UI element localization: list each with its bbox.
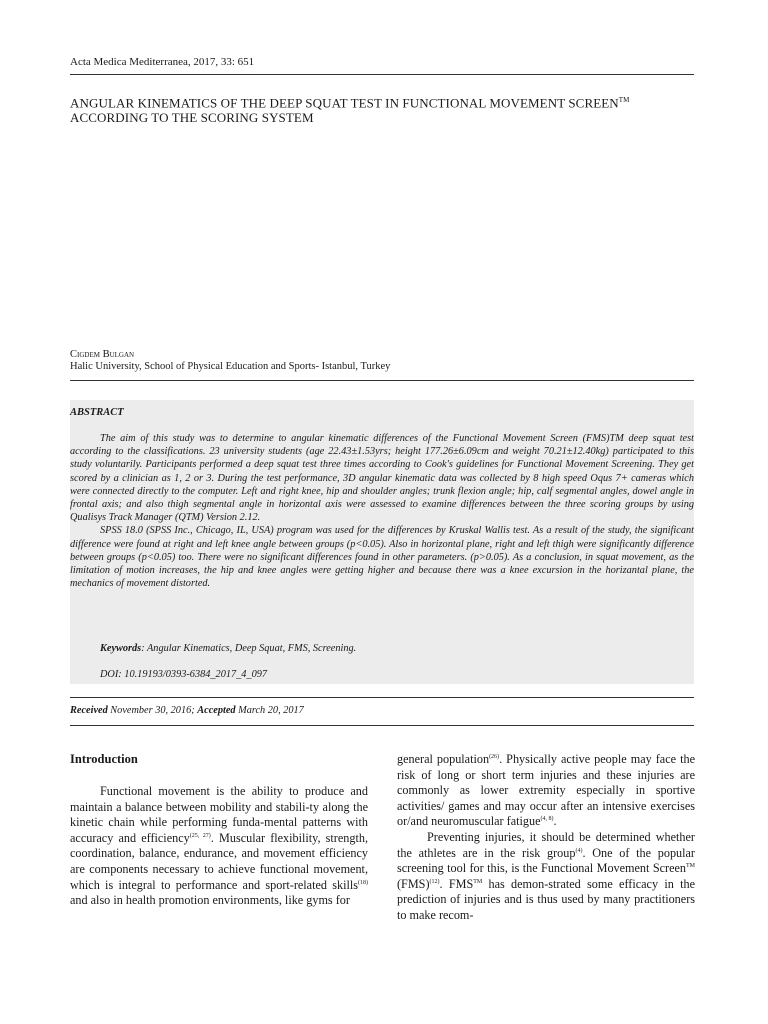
doi: DOI: 10.19193/0393-6384_2017_4_097	[100, 669, 268, 680]
citation-ref: (4, 8)	[540, 816, 554, 823]
left-column	[70, 784, 368, 909]
right-column	[397, 752, 695, 924]
author-name: Cigdem Bulgan	[70, 349, 135, 360]
introduction-heading: Introduction	[70, 752, 138, 766]
intro-paragraph-1: Functional movement is the ability to produce and maintain a balance between mobility and stabili-ty along the kinetic chain while performing funda-mental patterns with accuracy and efficiency$^{(25, 27)}$. Muscular flexibility, strength, coordination, balance, endurance, and movement efficiency are components necessary to achieve functional movement, which is integral to performance and sport-related skills$^{(18)}$ and also in health promotion environments, like gyms for	[70, 784, 368, 908]
keywords	[100, 643, 356, 654]
abstract-paragraph-2: SPSS 18.0 (SPSS Inc., Chicago, IL, USA) program was used for the differences by Kruskal Wallis test. As a result of the study, the significant difference were found at right and left knee angle between groups (p<0.05). Also in horizontal plane, right and left thigh were significantly difference between groups (p<0.05) too. There were no significant differences found in other parameters. (p>0.05). As a conclusion, in squat movement, as the limitation of motion increases, the hip and knee angles were getting higher and because there was a knee excursion in the horizantal plane, the mechanics of movement distorted.	[70, 525, 694, 590]
abstract-rule	[70, 697, 694, 698]
abstract-heading: ABSTRACT	[70, 407, 124, 418]
abstract-paragraph-1: The aim of this study was to determine to angular kinematic differences of the Functional Movement Screen (FMS)TM deep squat test according to the classifications. 23 university students (age 22.43±1.53yrs; height 177.26±6.09cm and weight 70.21±12.40kg) participated to this study voluntarily. Participants performed a deep squat test three times according to Cook's guidelines for Functional Movement Screening. They get scored by a clinician as 1, 2 or 3. During the test performance, 3D angular kinematic data was collected by 8 high speed Oqus 7+ cameras which were connected directly to the computer. Left and right knee, hip and shoulder angles; trunk flexion angle; hip, calf segmental angles, dowel angle in frontal axis; and also thigh segmental angle in horizontal axis were assessed to examine differences between the three scoring groups by using Qualisys Track Manager (QTM) Version 2.12.	[70, 433, 694, 524]
journal-citation: Acta Medica Mediterranea, 2017, 33: 651	[70, 56, 255, 68]
accepted-date: March 20, 2017	[235, 705, 304, 716]
tm-mark: TM	[473, 878, 483, 885]
citation-ref: (12)	[429, 878, 440, 885]
tm-mark: TM	[686, 863, 695, 870]
title-line-2: ACCORDING TO THE SCORING SYSTEM	[70, 110, 314, 126]
dates-rule	[70, 725, 694, 726]
intro-paragraph-1-continued: general population$^{(26)}$. Physically active people may face the risk of long or short term injuries and these injuries are commonly as lower extremity especially in sportive activities/ games and may occur after an intensive exercises or/and neuromuscular fatigue$^{(4, 8)}$.	[397, 752, 695, 829]
author-rule	[70, 380, 694, 381]
title-tm: TM	[618, 96, 630, 104]
title-line-1: ANGULAR KINEMATICS OF THE DEEP SQUAT TEST IN FUNCTIONAL MOVEMENT SCREEN	[70, 95, 619, 111]
citation-ref: (26)	[489, 753, 500, 760]
received-dates	[70, 705, 304, 716]
received-date: November 30, 2016;	[107, 705, 198, 716]
article-title	[70, 93, 700, 125]
citation-ref: (18)	[358, 879, 368, 886]
citation-ref: (4)	[575, 847, 583, 854]
keywords-list: : Angular Kinematics, Deep Squat, FMS, Screening.	[141, 643, 357, 654]
received-label: Received	[70, 705, 108, 716]
keywords-label: Keywords	[100, 643, 142, 654]
author-affiliation: Halic University, School of Physical Education and Sports- Istanbul, Turkey	[70, 361, 391, 372]
header-rule	[70, 74, 694, 75]
accepted-label: Accepted	[197, 705, 236, 716]
intro-paragraph-2: Preventing injuries, it should be determined whether the athletes are in the risk group$^{(4)}$. One of the popular screening tool for this, is the Functional Movement Screen™ (FMS)$^{(12)}$. FMS™ has demon-strated some efficacy in the prediction of injuries and is thus used by many practitioners to make recom-	[397, 829, 695, 922]
abstract-body	[70, 432, 694, 590]
citation-ref: (25, 27)	[189, 832, 211, 839]
